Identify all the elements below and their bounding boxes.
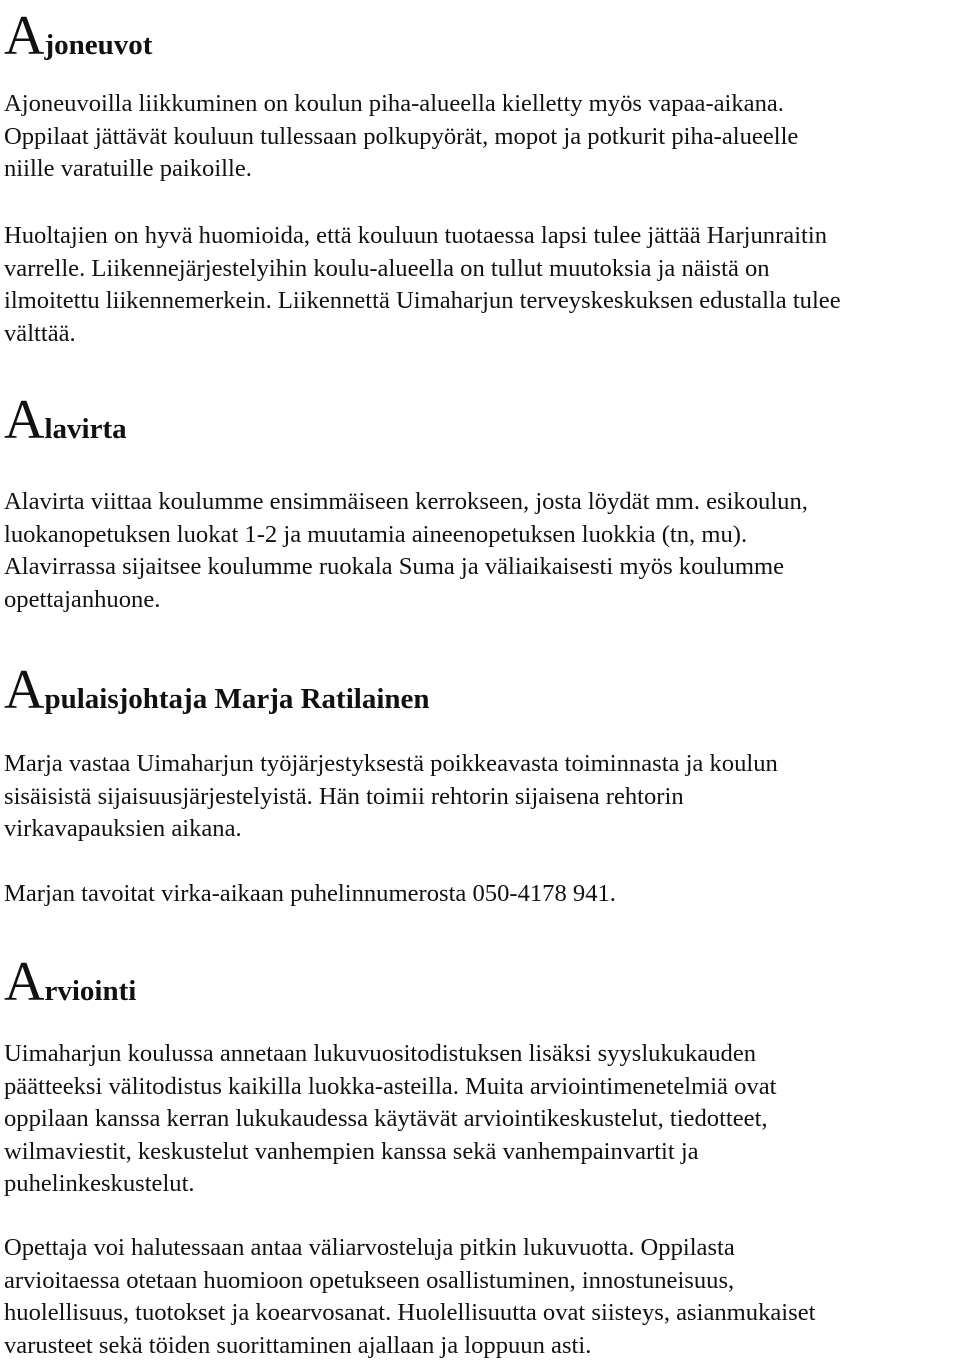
paragraph — [4, 220, 841, 350]
text-line: Alavirrassa sijaitsee koulumme ruokala Suma ja väliaikaisesti myös koulumme — [4, 553, 784, 581]
text-line: wilmaviestit, keskustelut vanhempien kanssa sekä vanhempainvartit ja — [4, 1137, 699, 1165]
text-line: Uimaharjun koulussa annetaan lukuvuositodistuksen lisäksi syyslukukauden — [4, 1040, 757, 1067]
heading-initial: A — [4, 5, 45, 67]
text-line: virkavapauksien aikana. — [4, 815, 242, 843]
heading-initial: A — [4, 951, 45, 1013]
text-line: niille varatuille paikoille. — [4, 155, 252, 183]
text-line: oppilaan kanssa kerran lukukaudessa käytävät arviointikeskustelut, tiedotteet, — [4, 1105, 768, 1133]
heading-text: rviointi — [44, 975, 137, 1007]
heading-initial: A — [4, 659, 45, 721]
heading-text: joneuvot — [44, 29, 153, 61]
text-line: varusteet sekä töiden suorittaminen ajallaan ja loppuun asti. — [4, 1331, 592, 1359]
text-line: varrelle. Liikennejärjestelyihin koulu-alueella on tullut muutoksia ja näistä on — [4, 254, 770, 282]
paragraph — [4, 486, 808, 616]
text-line: arvioitaessa otetaan huomioon opetukseen osallistuminen, innostuneisuus, — [4, 1266, 735, 1294]
paragraph — [4, 1232, 815, 1362]
text-line: Marja vastaa Uimaharjun työjärjestyksestä poikkeavasta toiminnasta ja koulun — [4, 750, 778, 777]
text-line: sisäisistä sijaisuusjärjestelyistä. Hän toimii rehtorin sijaisena rehtorin — [4, 782, 684, 810]
text-line: puhelinkeskustelut. — [4, 1170, 195, 1198]
text-line: Oppilaat jättävät kouluun tullessaan polkupyörät, mopot ja potkurit piha-alueelle — [4, 122, 799, 150]
heading-initial: A — [4, 389, 45, 451]
heading-text: pulaisjohtaja Marja Ratilainen — [44, 683, 430, 715]
text-line: Huoltajien on hyvä huomioida, että kouluun tuotaessa lapsi tulee jättää Harjunraitin — [4, 222, 827, 249]
text-line: Ajoneuvoilla liikkuminen on koulun piha-alueella kielletty myös vapaa-aikana. — [4, 90, 784, 117]
text-line: päätteeksi välitodistus kaikilla luokka-asteilla. Muita arviointimenetelmiä ovat — [4, 1072, 777, 1100]
section-heading-ajoneuvot — [4, 5, 153, 67]
text-line: opettajanhuone. — [4, 585, 161, 613]
text-line: Alavirta viittaa koulumme ensimmäiseen kerrokseen, josta löydät mm. esikoulun, — [4, 488, 808, 515]
heading-text: lavirta — [44, 413, 127, 445]
paragraph — [4, 88, 798, 186]
paragraph — [4, 748, 778, 846]
text-line: Marjan tavoitat virka-aikaan puhelinnumerosta 050-4178 941. — [4, 880, 616, 907]
paragraph — [4, 878, 616, 911]
section-heading-alavirta — [4, 389, 127, 451]
text-line: välttää. — [4, 319, 76, 347]
paragraph — [4, 1038, 776, 1201]
section-heading-apulaisjohtaja — [4, 659, 430, 721]
text-line: Opettaja voi halutessaan antaa väliarvosteluja pitkin lukuvuotta. Oppilasta — [4, 1234, 735, 1261]
text-line: luokanopetuksen luokat 1-2 ja muutamia aineenopetuksen luokkia (tn, mu). — [4, 520, 748, 548]
text-line: ilmoitettu liikennemerkein. Liikennettä Uimaharjun terveyskeskuksen edustalla tulee — [4, 287, 841, 315]
text-line: huolellisuus, tuotokset ja koearvosanat. Huolellisuutta ovat siisteys, asianmukaiset — [4, 1299, 816, 1327]
section-heading-arviointi — [4, 951, 137, 1013]
